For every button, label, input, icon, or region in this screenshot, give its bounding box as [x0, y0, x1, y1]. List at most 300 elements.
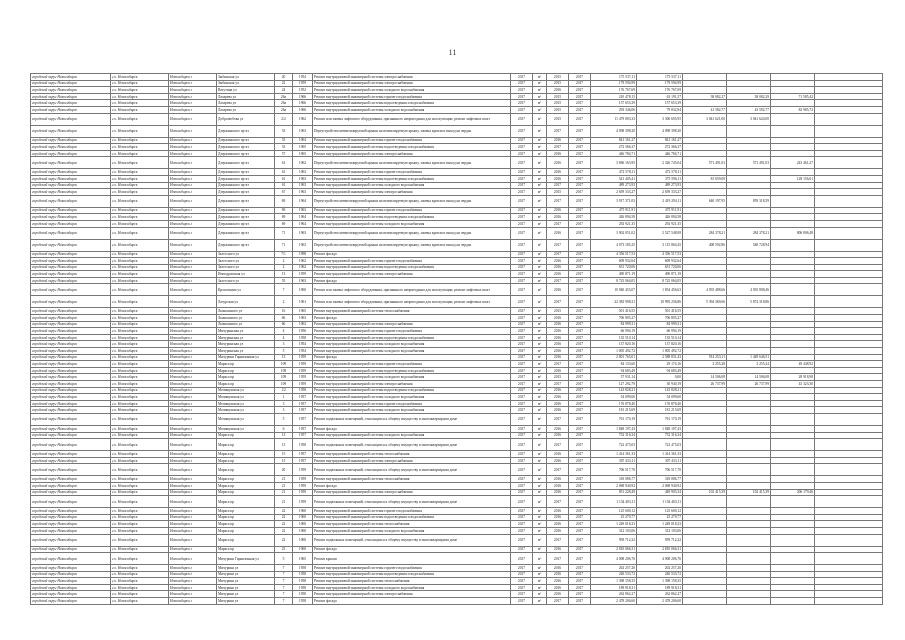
cell-settlement: г.о. Новосибирск: [111, 584, 169, 591]
cell-street: Маркса пр: [217, 367, 275, 374]
cell-settlement: г.о. Новосибирск: [111, 271, 169, 278]
cell-blank: [815, 251, 883, 258]
cell-y2: 2016: [547, 571, 569, 578]
cell-locality: Новосибирск г: [169, 100, 217, 107]
cell-work: Ремонт внутридомовой инженерной системы горячего водоснабжения: [313, 508, 511, 515]
cell-street: Дзержинского пр-кт: [217, 195, 275, 207]
cell-own: [771, 432, 815, 439]
cell-loc: [727, 271, 771, 278]
cell-year: 1954: [293, 74, 313, 81]
cell-total: 293 346,06: [591, 106, 637, 113]
cell-u: м²: [533, 521, 547, 528]
table-row: [31, 348, 883, 355]
cell-year: 1958: [293, 439, 313, 451]
cell-loc: [727, 348, 771, 355]
cell-settlement: г.о. Новосибирск: [111, 348, 169, 355]
cell-locality: Новосибирск г: [169, 271, 217, 278]
cell-y2: 2016: [547, 489, 569, 496]
cell-y1: 2017: [511, 264, 533, 271]
cell-blank: [815, 227, 883, 239]
cell-own: [771, 367, 815, 374]
cell-own: [771, 578, 815, 585]
cell-settlement: г.о. Новосибирск: [111, 400, 169, 407]
cell-year: 1958: [293, 584, 313, 591]
cell-own: 128 156,01: [771, 175, 815, 182]
cell-reg: 26 737,99: [683, 381, 727, 388]
cell-blank: [815, 137, 883, 144]
cell-loc: [727, 264, 771, 271]
cell-settlement: г.о. Новосибирск: [111, 514, 169, 521]
cell-year: 1960: [293, 521, 313, 528]
cell-own: [771, 496, 815, 508]
table-row: [31, 264, 883, 271]
cell-y1: 2017: [511, 157, 533, 169]
cell-settlement: г.о. Новосибирск: [111, 93, 169, 100]
cell-y2: 2016: [547, 387, 569, 394]
cell-loc: [727, 514, 771, 521]
cell-y2: 2017: [547, 195, 569, 207]
cell-street: Маркса пр: [217, 476, 275, 483]
cell-settlement: г.о. Новосибирск: [111, 100, 169, 107]
cell-y3: 2017: [569, 175, 591, 182]
cell-y3: 2017: [569, 328, 591, 335]
cell-blank: [815, 100, 883, 107]
cell-loc: [727, 144, 771, 151]
cell-y1: 2017: [511, 546, 533, 553]
cell-y3: 2017: [569, 482, 591, 489]
cell-total: 851 228,49: [591, 489, 637, 496]
cell-blank: [815, 125, 883, 137]
table-row: [31, 394, 883, 401]
cell-fund: 1 848 197,43: [637, 425, 683, 432]
cell-street: Дзержинского пр-кт: [217, 137, 275, 144]
cell-street: Мичуринская ул: [217, 334, 275, 341]
cell-settlement: г.о. Новосибирск: [111, 113, 169, 125]
cell-own: [771, 137, 815, 144]
table-row: [31, 214, 883, 221]
cell-y1: 2017: [511, 496, 533, 508]
cell-street: Зыбинская ул: [217, 74, 275, 81]
cell-reg: [683, 87, 727, 94]
cell-total: 292 921,35: [591, 220, 637, 227]
cell-u: м²: [533, 144, 547, 151]
cell-blank: [815, 207, 883, 214]
cell-own: [771, 464, 815, 476]
cell-blank: [815, 308, 883, 315]
cell-own: [771, 553, 815, 565]
cell-municipality: городской округ Новосибирск: [31, 137, 111, 144]
cell-year: 1958: [293, 598, 313, 605]
cell-y1: 2017: [511, 553, 533, 565]
table-row: [31, 144, 883, 151]
cell-settlement: г.о. Новосибирск: [111, 321, 169, 328]
cell-municipality: городской округ Новосибирск: [31, 508, 111, 515]
cell-street: Мочищенская ул: [217, 394, 275, 401]
cell-blank: [815, 328, 883, 335]
cell-y3: 2017: [569, 74, 591, 81]
cell-y1: 2017: [511, 334, 533, 341]
cell-work: Ремонт фасада: [313, 277, 511, 284]
cell-blank: [815, 565, 883, 572]
cell-own: 82 985,72: [771, 106, 815, 113]
cell-locality: Новосибирск г: [169, 334, 217, 341]
cell-work: Ремонт внутридомовой инженерной системы теплоснабжения: [313, 476, 511, 483]
cell-y1: 2017: [511, 387, 533, 394]
table-row: [31, 565, 883, 572]
cell-y1: 2017: [511, 175, 533, 182]
cell-street: Залесского ул: [217, 264, 275, 271]
cell-locality: Новосибирск г: [169, 464, 217, 476]
cell-y2: 2017: [547, 381, 569, 388]
cell-municipality: городской округ Новосибирск: [31, 87, 111, 94]
cell-u: м²: [533, 476, 547, 483]
cell-year: 1960: [293, 534, 313, 546]
cell-y2: 2016: [547, 207, 569, 214]
cell-municipality: городской округ Новосибирск: [31, 361, 111, 368]
cell-locality: Новосибирск г: [169, 553, 217, 565]
cell-reg: [683, 277, 727, 284]
cell-reg: 408 592,86: [683, 239, 727, 251]
cell-settlement: г.о. Новосибирск: [111, 258, 169, 265]
cell-fund: 179 594,99: [637, 80, 683, 87]
cell-settlement: г.о. Новосибирск: [111, 553, 169, 565]
cell-street: Дзержинского пр-кт: [217, 169, 275, 176]
cell-blank: [815, 546, 883, 553]
cell-reg: [683, 565, 727, 572]
cell-u: м²: [533, 400, 547, 407]
cell-settlement: г.о. Новосибирск: [111, 125, 169, 137]
table-row: [31, 93, 883, 100]
cell-loc: 43 592,77: [727, 106, 771, 113]
table-row: [31, 100, 883, 107]
cell-work: Ремонт внутридомовой инженерной системы теплоснабжения: [313, 308, 511, 315]
cell-u: м²: [533, 80, 547, 87]
cell-loc: [727, 407, 771, 414]
cell-y3: 2017: [569, 598, 591, 605]
cell-house: 20: [275, 74, 293, 81]
cell-fund: 475 911,91: [637, 207, 683, 214]
cell-work: Ремонт внутридомовой инженерной системы электроснабжения: [313, 489, 511, 496]
cell-loc: [727, 321, 771, 328]
cell-blank: [815, 93, 883, 100]
cell-fund: 84 999,31: [637, 321, 683, 328]
cell-reg: [683, 308, 727, 315]
cell-street: Маркса пр: [217, 451, 275, 458]
table-row: [31, 584, 883, 591]
cell-fund: 489 273,93: [637, 182, 683, 189]
cell-fund: 472 578,11: [637, 169, 683, 176]
cell-year: 1958: [293, 578, 313, 585]
cell-blank: [815, 381, 883, 388]
page-number: 11: [448, 48, 457, 57]
cell-loc: [727, 534, 771, 546]
cell-blank: [815, 315, 883, 322]
cell-house: 21: [275, 482, 293, 489]
cell-house: 66: [275, 315, 293, 322]
cell-total: 84 999,31: [591, 321, 637, 328]
cell-year: 1959: [293, 367, 313, 374]
cell-y1: 2017: [511, 74, 533, 81]
cell-settlement: г.о. Новосибирск: [111, 439, 169, 451]
cell-reg: [683, 271, 727, 278]
cell-work: Ремонт внутридомовой инженерной системы электроснабжения: [313, 271, 511, 278]
cell-total: 179 594,99: [591, 80, 637, 87]
cell-u: м²: [533, 227, 547, 239]
cell-reg: 102 415,39: [683, 489, 727, 496]
cell-y2: 2016: [547, 584, 569, 591]
cell-loc: 859 318,59: [727, 195, 771, 207]
cell-total: 318 086,77: [591, 476, 637, 483]
cell-y3: 2017: [569, 584, 591, 591]
cell-house: 69: [275, 220, 293, 227]
cell-work: Ремонт внутридомовой инженерной системы горячего водоснабжения: [313, 258, 511, 265]
cell-municipality: городской округ Новосибирск: [31, 367, 111, 374]
cell-total: 3 902 051,02: [591, 227, 637, 239]
cell-blank: [815, 284, 883, 296]
cell-own: [771, 195, 815, 207]
cell-y2: 2016: [547, 476, 569, 483]
cell-y1: 2017: [511, 534, 533, 546]
cell-total: 84 133,60: [591, 361, 637, 368]
cell-y1: 2017: [511, 348, 533, 355]
cell-reg: [683, 74, 727, 81]
cell-y3: 2017: [569, 451, 591, 458]
cell-y3: 2017: [569, 93, 591, 100]
cell-y3: 2017: [569, 439, 591, 451]
cell-total: 125 600,12: [591, 508, 637, 515]
cell-u: м²: [533, 439, 547, 451]
cell-municipality: городской округ Новосибирск: [31, 527, 111, 534]
cell-loc: 571 491,03: [727, 157, 771, 169]
cell-locality: Новосибирск г: [169, 308, 217, 315]
cell-settlement: г.о. Новосибирск: [111, 251, 169, 258]
table-row: [31, 106, 883, 113]
table-row: [31, 169, 883, 176]
table-row: [31, 80, 883, 87]
cell-locality: Новосибирск г: [169, 182, 217, 189]
cell-year: 1959: [293, 271, 313, 278]
cell-reg: [683, 328, 727, 335]
cell-total: 54 099,60: [591, 394, 637, 401]
cell-year: 1963: [293, 239, 313, 251]
cell-fund: 202 257,20: [637, 565, 683, 572]
cell-municipality: городской округ Новосибирск: [31, 413, 111, 425]
cell-municipality: городской округ Новосибирск: [31, 308, 111, 315]
cell-reg: [683, 546, 727, 553]
cell-reg: [683, 321, 727, 328]
cell-settlement: г.о. Новосибирск: [111, 464, 169, 476]
cell-street: Мичурина ул: [217, 565, 275, 572]
cell-year: 1963: [293, 125, 313, 137]
cell-street: Мичурина Гарнизонная ул: [217, 553, 275, 565]
cell-reg: [683, 125, 727, 137]
cell-fund: 706 805,27: [637, 315, 683, 322]
cell-year: 1963: [293, 182, 313, 189]
cell-work: Ремонт внутридомовой инженерной системы водоотведения и водоснабжения: [313, 514, 511, 521]
table-row: [31, 457, 883, 464]
cell-year: 1957: [293, 451, 313, 458]
cell-fund: 2 478 206,60: [637, 598, 683, 605]
cell-reg: [683, 315, 727, 322]
cell-y3: 2017: [569, 100, 591, 107]
cell-y1: 2017: [511, 296, 533, 308]
cell-locality: Новосибирск г: [169, 207, 217, 214]
cell-house: 4: [275, 334, 293, 341]
cell-municipality: городской округ Новосибирск: [31, 106, 111, 113]
cell-y2: 2016: [547, 271, 569, 278]
cell-work: Ремонт фасада: [313, 354, 511, 361]
cell-fund: 30 940,19: [637, 381, 683, 388]
cell-y3: 2017: [569, 571, 591, 578]
cell-street: Маркса пр: [217, 432, 275, 439]
cell-house: 61: [275, 169, 293, 176]
cell-reg: [683, 80, 727, 87]
cell-reg: [683, 508, 727, 515]
cell-own: [771, 565, 815, 572]
cell-fund: 0,00: [637, 374, 683, 381]
cell-locality: Новосибирск г: [169, 195, 217, 207]
cell-y3: 2017: [569, 189, 591, 196]
cell-y1: 2017: [511, 598, 533, 605]
cell-street: Дзержинского пр-кт: [217, 144, 275, 151]
cell-blank: [815, 175, 883, 182]
cell-u: м²: [533, 296, 547, 308]
cell-year: 1962: [293, 157, 313, 169]
cell-locality: Новосибирск г: [169, 527, 217, 534]
cell-settlement: г.о. Новосибирск: [111, 496, 169, 508]
cell-blank: [815, 113, 883, 125]
cell-total: 1 134 403,11: [591, 496, 637, 508]
cell-municipality: городской округ Новосибирск: [31, 521, 111, 528]
cell-loc: [727, 457, 771, 464]
cell-settlement: г.о. Новосибирск: [111, 74, 169, 81]
cell-y1: 2017: [511, 315, 533, 322]
cell-y2: 2017: [547, 125, 569, 137]
cell-reg: [683, 182, 727, 189]
cell-blank: [815, 457, 883, 464]
cell-settlement: г.о. Новосибирск: [111, 169, 169, 176]
cell-u: м²: [533, 100, 547, 107]
cell-house: 1: [275, 394, 293, 401]
cell-blank: [815, 214, 883, 221]
cell-year: 1962: [293, 258, 313, 265]
cell-total: 176 878,40: [591, 400, 637, 407]
cell-loc: [727, 425, 771, 432]
cell-u: м²: [533, 315, 547, 322]
cell-loc: [727, 439, 771, 451]
cell-work: Переустройство невентилируемой крыши на вентилируемую крышу, замена кровли и выход на чердак: [313, 125, 511, 137]
cell-y3: 2017: [569, 207, 591, 214]
cell-work: Ремонт внутридомовой инженерной системы теплоснабжения: [313, 451, 511, 458]
cell-house: 2: [275, 264, 293, 271]
cell-y1: 2017: [511, 239, 533, 251]
cell-work: Ремонт внутридомовой инженерной системы водоотведения и водоснабжения: [313, 387, 511, 394]
cell-loc: [727, 214, 771, 221]
cell-y2: 2016: [547, 521, 569, 528]
cell-street: Маркса пр: [217, 457, 275, 464]
table-row: [31, 591, 883, 598]
cell-y2: 2016: [547, 400, 569, 407]
cell-own: [771, 413, 815, 425]
cell-municipality: городской округ Новосибирск: [31, 220, 111, 227]
cell-municipality: городской округ Новосибирск: [31, 476, 111, 483]
cell-loc: [727, 367, 771, 374]
cell-municipality: городской округ Новосибирск: [31, 457, 111, 464]
cell-house: 13: [275, 271, 293, 278]
cell-y2: 2017: [547, 220, 569, 227]
cell-work: Ремонт фасада: [313, 598, 511, 605]
cell-y2: 2016: [547, 315, 569, 322]
cell-settlement: г.о. Новосибирск: [111, 457, 169, 464]
cell-year: 1963: [293, 315, 313, 322]
cell-u: м²: [533, 93, 547, 100]
table-body: [31, 74, 883, 605]
cell-house: 22: [275, 514, 293, 521]
cell-y3: 2017: [569, 195, 591, 207]
cell-year: 1959: [293, 464, 313, 476]
cell-settlement: г.о. Новосибирск: [111, 137, 169, 144]
cell-own: [771, 321, 815, 328]
cell-fund: 292 921,35: [637, 220, 683, 227]
cell-blank: [815, 150, 883, 157]
cell-year: 1957: [293, 432, 313, 439]
cell-u: м²: [533, 381, 547, 388]
cell-street: Дзержинского пр-кт: [217, 150, 275, 157]
cell-blank: [815, 413, 883, 425]
table-row: [31, 354, 883, 361]
cell-loc: [727, 451, 771, 458]
cell-u: м²: [533, 482, 547, 489]
table-row: [31, 137, 883, 144]
cell-work: Ремонт крыши: [313, 553, 511, 565]
table-row: [31, 374, 883, 381]
cell-y1: 2017: [511, 277, 533, 284]
cell-year: 1960: [293, 527, 313, 534]
cell-reg: [683, 451, 727, 458]
cell-street: Дзержинского пр-кт: [217, 125, 275, 137]
cell-year: 1954: [293, 341, 313, 348]
cell-street: Мочищенская ул: [217, 400, 275, 407]
cell-blank: [815, 584, 883, 591]
cell-u: м²: [533, 321, 547, 328]
cell-total: 3 917 371,03: [591, 195, 637, 207]
cell-reg: 640 197,95: [683, 195, 727, 207]
cell-house: 26а: [275, 100, 293, 107]
cell-own: [771, 182, 815, 189]
cell-year: 1957: [293, 457, 313, 464]
cell-u: м²: [533, 271, 547, 278]
table-row: [31, 308, 883, 315]
cell-house: 26а: [275, 93, 293, 100]
cell-house: 109: [275, 381, 293, 388]
cell-fund: 63 191,57: [637, 93, 683, 100]
cell-fund: 1 834 456,63: [637, 284, 683, 296]
cell-street: Мичурина ул: [217, 598, 275, 605]
cell-reg: [683, 464, 727, 476]
table-row: [31, 175, 883, 182]
cell-blank: [815, 496, 883, 508]
cell-municipality: городской округ Новосибирск: [31, 125, 111, 137]
cell-settlement: г.о. Новосибирск: [111, 432, 169, 439]
cell-work: Ремонт внутридомовой инженерной системы горячего водоснабжения: [313, 400, 511, 407]
cell-street: Маркса пр: [217, 534, 275, 546]
table-row: [31, 284, 883, 296]
cell-total: 475 911,91: [591, 207, 637, 214]
cell-total: 1 249 018,23: [591, 521, 637, 528]
cell-work: Ремонт фасада: [313, 251, 511, 258]
cell-reg: 3 041 621,00: [683, 113, 727, 125]
cell-own: [771, 144, 815, 151]
